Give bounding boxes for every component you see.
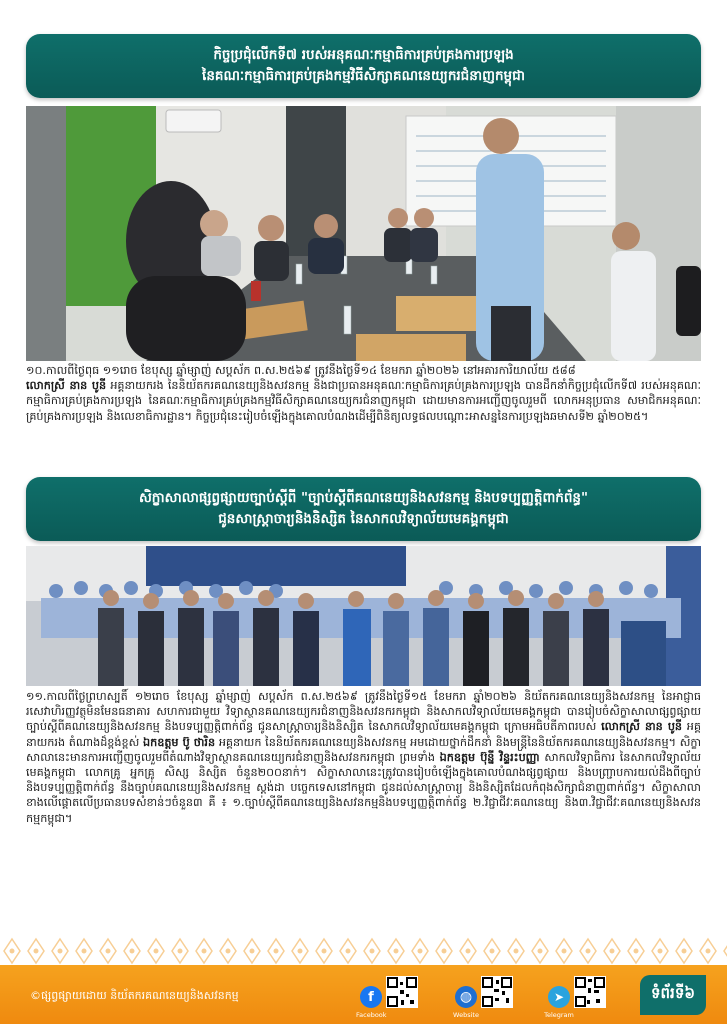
footer-credit: ©ផ្សព្វផ្សាយដោយ និយ័តករគណនេយ្យនិងសវនកម្ម <box>30 989 239 1002</box>
telegram-qr-code <box>574 976 606 1008</box>
telegram-icon: ➤ <box>548 986 570 1008</box>
facebook-link[interactable] <box>356 976 418 1019</box>
section1-caption <box>26 363 701 471</box>
decorative-ornament-strip <box>0 937 727 965</box>
facebook-icon: f <box>360 986 382 1008</box>
website-qr-code <box>481 976 513 1008</box>
section2-caption-name3: ឯកឧត្តម ប៊ុន្នី វិន្ទរះបញ្ញា <box>439 750 540 764</box>
section1-title-line1: កិច្ចប្រជុំលើកទី៧ របស់អនុគណៈកម្មាធិការគ្រប់គ្រងការប្រឡង <box>213 47 514 63</box>
section1-caption-name: លោកស្រី នាន បូនី <box>26 379 107 393</box>
section1-caption-text-b: អគ្គនាយករង នៃនិយ័តករគណនេយ្យនិងសវនកម្ម និងជាប្រធានអនុគណៈកម្មាធិការគ្រប់គ្រងការប្រឡង បានដឹកនាំកិច្ចប្រជុំលើកទី៧ របស់អនុគណៈកម្មាធិការគ្រប់គ្រងការប្រឡង នៃគណៈកម្មាធិការគ្រប់គ្រងកម្មវិធីសិក្សាគណនេយ្យករជំនាញកម្ពុជា ដោយមានការអញ្ជើញចូលរួមពី លោកអនុប្រធាន សមាជិកអនុគណៈគ្រប់គ្រងការប្រឡង និងលេខាធិការដ្ឋាន។ កិច្ចប្រជុំនេះរៀបចំឡើងក្នុងគោលបំណងដើម្បីពិនិត្យលទ្ធផលបណ្ដោះអាសន្ននៃការប្រឡងឆមាសទី២ ឆ្នាំ២០២៥។ <box>26 379 701 423</box>
section2-group-photo <box>26 546 701 686</box>
section2-caption-name1: លោកស្រី នាន បូនី <box>601 720 683 734</box>
section2-caption-text-c: អគ្គនាយក នៃនិយ័តករគណនេយ្យនិងសវនកម្ម អមដោយថ្នាក់ដឹកនាំ និងមន្ត្រីនៃនិយ័តករគណនេយ្យនិងសវនកម្ម។ សិក្ខាសាលានេះមានការអញ្ជើញចូលរួមពីតំណាងវិទ្យាស្ថានគណនេយ្យករជំនាញនិងសវនករកម្ពុជា ព្រមទាំង <box>26 735 702 764</box>
section1-title-banner <box>26 34 701 98</box>
section2-caption-name2: ឯកឧត្តម ប៊ូ ថារិន <box>143 735 216 749</box>
facebook-label: Facebook <box>356 1011 387 1019</box>
section2-caption-text-a: ១១.កាលពីថ្ងៃព្រហស្បតិ៍ ១២រោច ខែបុស្ស ឆ្នាំម្សាញ់ សប្តស័ក ព.ស.២៥៦៩ ត្រូវនឹងថ្ងៃទី១៥ ខែមករា ឆ្នាំ២០២៦ និយ័តករគណនេយ្យនិងសវនកម្ម នៃអាជ្ញាធរសេវាហិរញ្ញវត្ថុមិនមែនធនាគារ សហការជាមួយ វិទ្យាស្ថានគណនេយ្យករជំនាញនិងសវនករកម្ពុជា និងសាកលវិទ្យាល័យមេគង្គកម្ពុជា បានរៀបចំសិក្ខាសាលាផ្សព្វផ្សាយច្បាប់ស្តីពីគណនេយ្យនិងសវនកម្ម និងបទប្បញ្ញត្តិពាក់ព័ន្ធ ជូនសាស្ត្រាចារ្យនិងនិស្សិត នៃសាកលវិទ្យាល័យមេគង្គកម្ពុជា ក្រោមអធិបតីភាពរបស់ <box>26 690 701 734</box>
section1-caption-text-a: ១០.កាលពីថ្ងៃពុធ ១១រោច ខែបុស្ស ឆ្នាំម្សាញ់ សប្តស័ក ព.ស.២៥៦៩ ត្រូវនឹងថ្ងៃទី១៤ ខែមករា ឆ្នាំ២០២៦ នៅអគារការិយាល័យ ៥៨៨ <box>26 364 576 377</box>
footer-bar <box>0 965 727 1024</box>
section2-caption-text-d: សាកលវិទ្យាធិការ នៃសាកលវិទ្យាល័យមេគង្គកម្ពុជា លោកគ្រូ អ្នកគ្រូ សិស្ស និស្សិត ចំនួន២០០នាក់។ សិក្ខាសាលានេះត្រូវបានរៀបចំឡើងក្នុងគោលបំណងផ្សព្វផ្សាយ និងបញ្ជ្រាបការយល់ដឹងពីច្បាប់និងបទប្បញ្ញត្តិពាក់ព័ន្ធ នឹងច្បាប់គណនេយ្យនិងសវនកម្ម ស្តង់ដា បច្ចេកទេសនៅកម្ពុជា ជូនដល់សាស្ត្រាចារ្យ និងនិស្សិតដែលកំពុងសិក្សាជំនាញពាក់ព័ន្ធ។ សិក្ខាសាលាខាងលើផ្តោតលើប្រធានបទសំខាន់ៗចំនួន៣ គឺ ៖ ១.ច្បាប់ស្តីពីគណនេយ្យនិងសវនកម្មនិងបទប្បញ្ញត្តិពាក់ព័ន្ធ ២.វិជ្ជាជីវៈគណនេយ្យ និង៣.វិជ្ជាជីវៈគណនេយ្យនិងសវនកម្មកម្ពុជា។ <box>26 750 701 825</box>
section1-meeting-photo <box>26 106 701 361</box>
section2-caption <box>26 689 701 929</box>
facebook-qr-code <box>386 976 418 1008</box>
section1-title-line2: នៃគណៈកម្មាធិការគ្រប់គ្រងកម្មវិធីសិក្សាគណនេយ្យករជំនាញកម្ពុជា <box>202 68 525 84</box>
section2-title-line1: សិក្ខាសាលាផ្សព្វផ្សាយច្បាប់ស្តីពី "ច្បាប់ស្តីពីគណនេយ្យនិងសវនកម្ម និងបទប្បញ្ញត្តិពាក់ព័ន្ធ" <box>138 490 589 506</box>
website-label: Website <box>453 1011 479 1019</box>
website-link[interactable] <box>453 976 513 1019</box>
globe-icon: ◍ <box>455 986 477 1008</box>
section2-caption-text-b: អគ្គនាយករង តំណាងដ៏ខ្ពង់ខ្ពស់ <box>26 720 702 749</box>
telegram-label: Telegram <box>544 1011 574 1019</box>
page-number-badge: ទំព័រទី៦ <box>640 975 706 1015</box>
telegram-link[interactable] <box>544 976 606 1019</box>
section2-title-line2: ជូនសាស្ត្រាចារ្យនិងនិស្សិត នៃសាកលវិទ្យាល័យមេគង្គកម្ពុជា <box>218 511 509 527</box>
section2-title-banner <box>26 477 701 541</box>
